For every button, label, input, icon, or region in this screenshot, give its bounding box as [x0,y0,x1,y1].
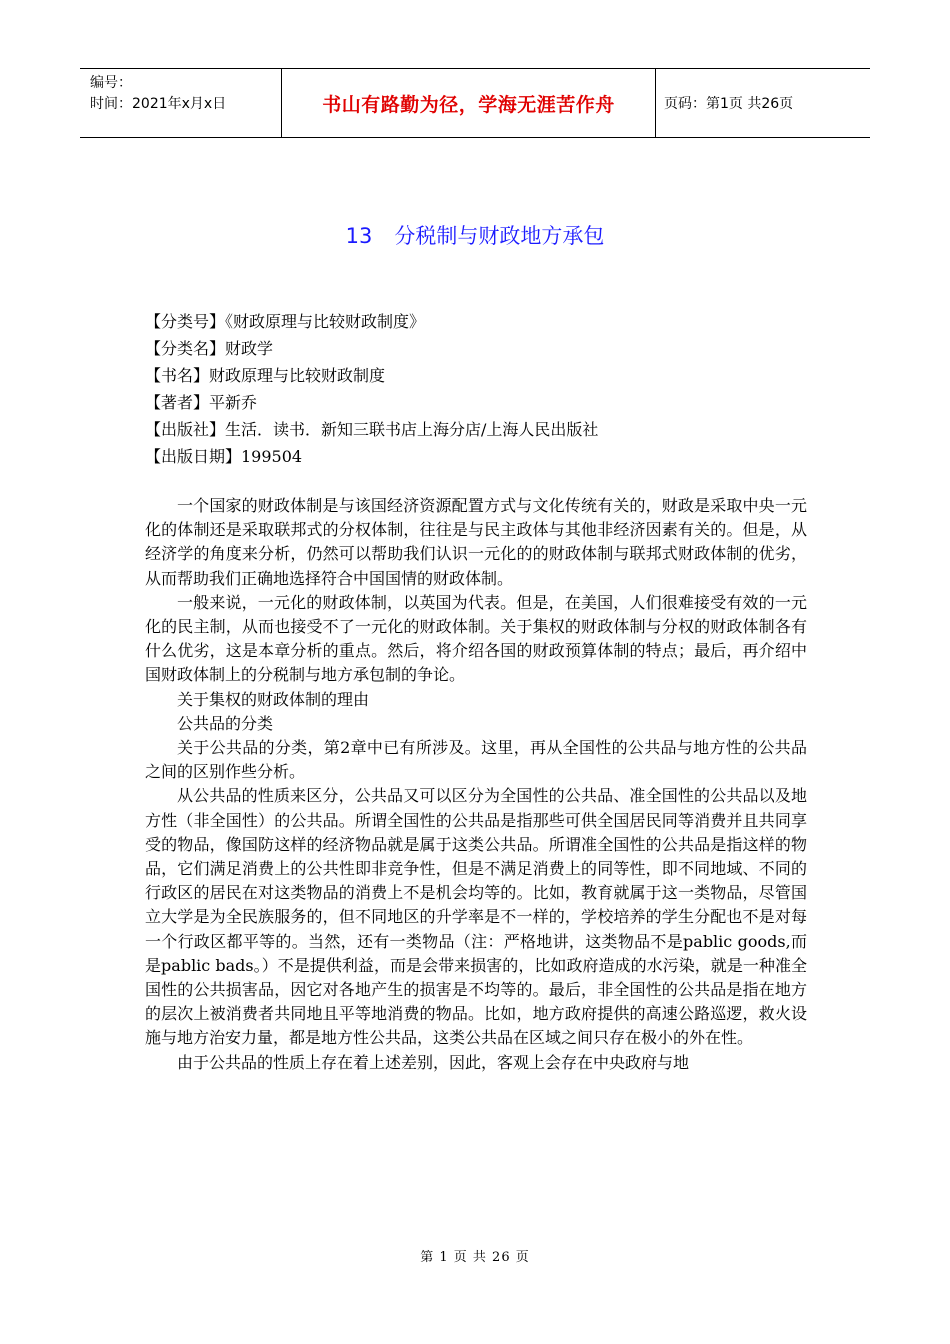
document-title [0,220,950,250]
subsection-heading: 公共品的分类 [177,713,274,733]
paragraph: 由于公共品的性质上存在着上述差别，因此，客观上会存在中央政府与地 [177,1052,690,1072]
paragraph: 一般来说，一元化的财政体制，以英国为代表。但是，在美国，人们很难接受有效的一元化的民主制，从而也接受不了一元化的财政体制。关于集权的财政体制与分权的财政体制各有什么优劣，这是本章分析的重点。然后，将介绍各国的财政预算体制的特点；最后，再介绍中国财政体制上的分税制与地方承包制的争论。 [145,592,807,685]
meta-book-name: 【书名】财政原理与比较财政制度 [145,366,386,385]
header-info-cell [80,69,282,137]
motto: 书山有路勤为径，学海无涯苦作舟 [282,69,656,137]
meta-publish-date: 【出版日期】199504 [145,447,303,466]
chapter-number: 13 [345,224,373,248]
paragraph: 从公共品的性质来区分，公共品又可以区分为全国性的公共品、准全国性的公共品以及地方性（非全国性）的公共品。所谓全国性的公共品是指那些可供全国居民同等消费并且共同享受的物品，像国防这样的经济物品就是属于这类公共品。所谓准全国性的公共品是指这样的物品，它们满足消费上的公共性即非竞争性，但是不满足消费上的同等性，即不同地域、不同的行政区的居民在对这类物品的消费上不是机会均等的。比如，教育就属于这一类物品，尽管国立大学是为全民族服务的，但不同地区的升学率是不一样的，学校培养的学生分配也不是对每一个行政区都平等的。当然，还有一类物品（注：严格地讲，这类物品不是pablic goods,而是pablic bads。）不是提供利益，而是会带来损害的，比如政府造成的水污染，就是一种准全国性的公共损害品，因它对各地产生的损害是不均等的。最后，非全国性的公共品是指在地方的层次上被消费者共同地且平等地消费的物品。比如，地方政府提供的高速公路巡逻，救火设施与地方治安力量，都是地方性公共品，这类公共品在区域之间只存在极小的外在性。 [145,786,807,1048]
paragraph: 一个国家的财政体制是与该国经济资源配置方式与文化传统有关的，财政是采取中央一元化的体制还是采取联邦式的分权体制，往往是与民主政体与其他非经济因素有关的。但是，从经济学的角度来分析，仍然可以帮助我们认识一元化的的财政体制与联邦式财政体制的优劣，从而帮助我们正确地选择符合中国国情的财政体制。 [145,496,807,588]
paragraph: 关于公共品的分类，第2章中已有所涉及。这里，再从全国性的公共品与地方性的公共品之间的区别作些分析。 [145,738,807,782]
page-code: 页码：第1页 共26页 [664,96,794,112]
meta-author: 【著者】平新乔 [145,393,258,412]
time-label: 时间：2021年x月x日 [90,96,227,112]
body-text [145,494,807,1075]
header-table [80,68,870,138]
number-label: 编号： [90,75,132,91]
meta-classification-name: 【分类名】财政学 [145,339,274,358]
chapter-title: 分税制与财政地方承包 [394,224,605,248]
section-heading: 关于集权的财政体制的理由 [177,689,370,709]
meta-classification-number: 【分类号】《财政原理与比较财政制度》 [145,312,426,331]
metadata-block [145,308,598,470]
meta-publisher: 【出版社】生活．读书．新知三联书店上海分店/上海人民出版社 [145,420,599,439]
page-footer: 第 1 页 共 26 页 [420,1250,530,1265]
